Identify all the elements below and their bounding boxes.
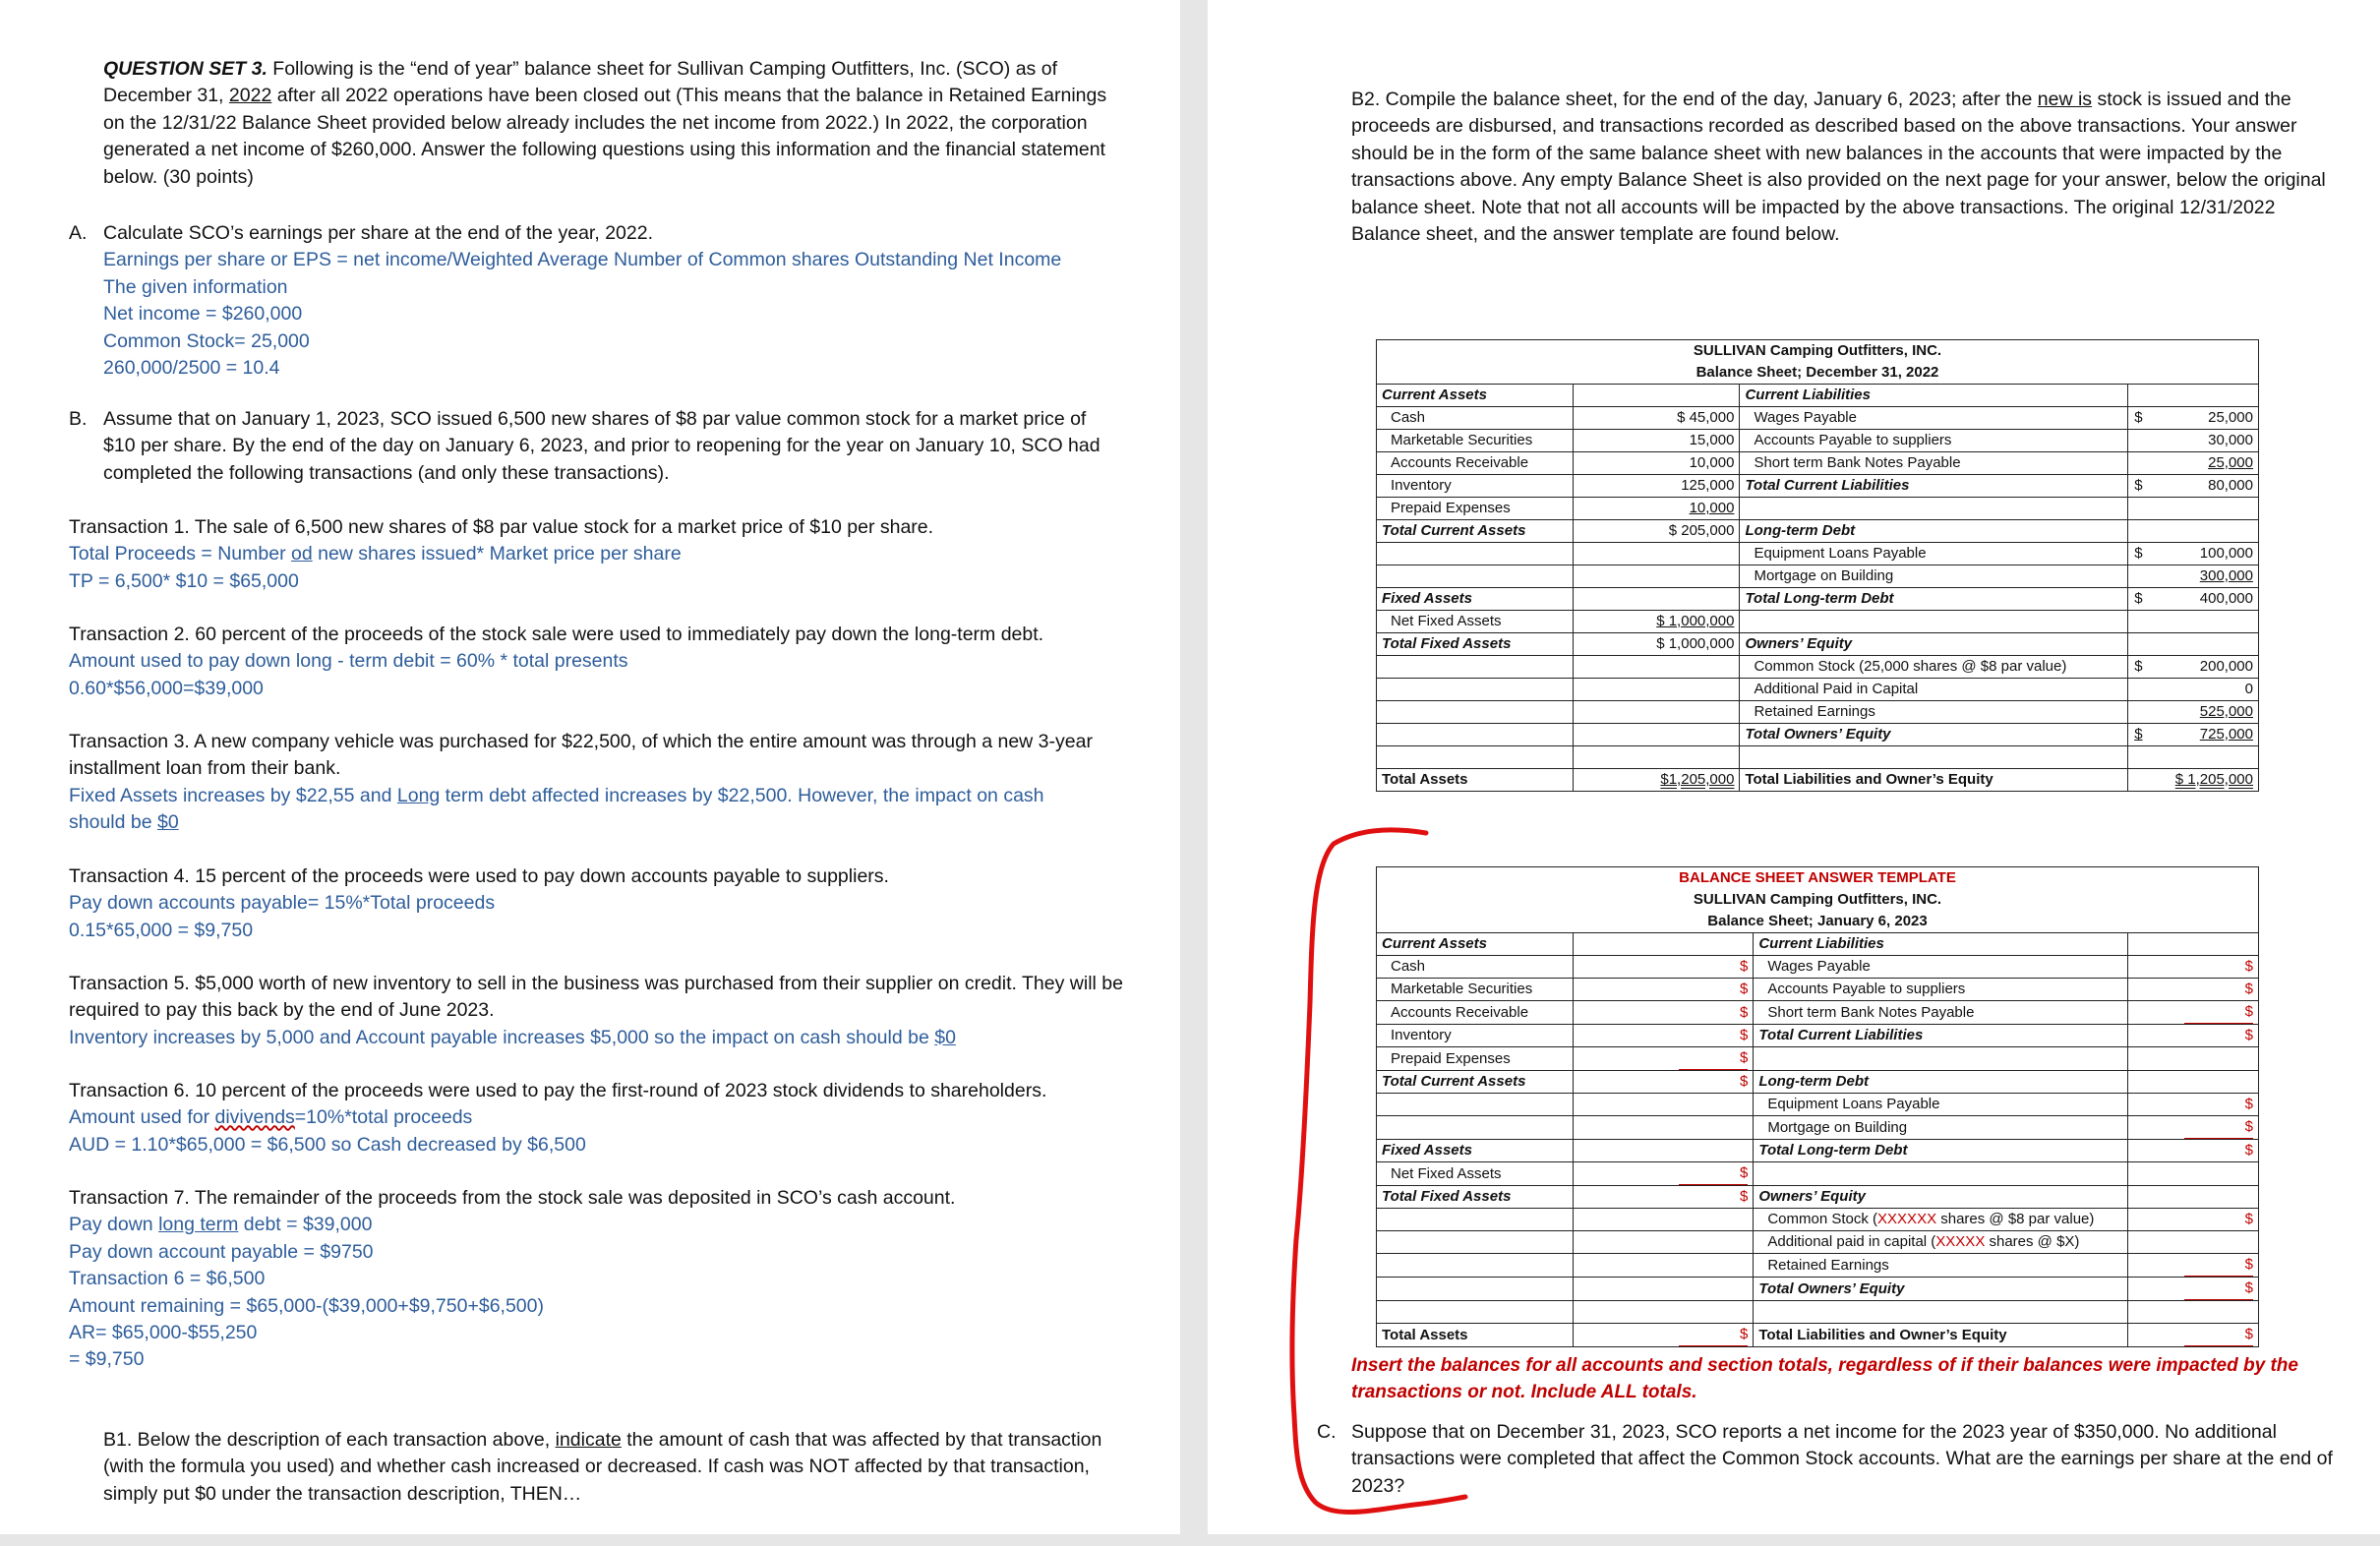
bs2-mortgage-label: Mortgage on Building: [1754, 1116, 2128, 1140]
bs2-tcl-label: Total Current Liabilities: [1754, 1025, 2128, 1047]
bs2-toe-input[interactable]: $: [2184, 1278, 2253, 1300]
transaction-1-answer: Total Proceeds = Number od new shares issued* Market price per share: [69, 543, 682, 565]
transaction-3-answer-2: should be $0: [69, 811, 179, 834]
transaction-6-answer-2: AUD = 1.10*$65,000 = $6,500 so Cash decreased by $6,500: [69, 1133, 586, 1156]
bs2-ltd-heading: Long-term Debt: [1754, 1071, 2128, 1094]
bs1-total-assets-value: $1,205,000: [1660, 771, 1735, 788]
transaction-7-answer-5: AR= $65,000-$55,250: [69, 1322, 258, 1344]
transaction-6-text: Transaction 6. 10 percent of the proceeds were used to pay the first-round of 2023 stock dividends to shareholders.: [69, 1080, 1047, 1101]
bs1-tle-value: $ 1,205,000: [2174, 771, 2253, 788]
bs1-inventory-label: Inventory: [1377, 475, 1574, 498]
bs2-tltd-label: Total Long-term Debt: [1754, 1140, 2128, 1162]
transaction-7-answer-3: Transaction 6 = $6,500: [69, 1268, 266, 1290]
bs1-wages-value: 25,000 $: [2128, 407, 2259, 430]
question-set-title: QUESTION SET 3.: [103, 58, 268, 80]
bs1-toe-value: 725,000 $: [2128, 724, 2259, 746]
balance-sheet-2022: [1376, 339, 2259, 792]
transaction-4-text: Transaction 4. 15 percent of the proceeds were used to pay down accounts payable to suppliers.: [69, 865, 889, 887]
bs1-ms-label: Marketable Securities: [1377, 430, 1574, 452]
transaction-7-answer-6: = $9,750: [69, 1348, 145, 1371]
bs1-elp-value: 100,000 $: [2128, 543, 2259, 565]
bs2-total-assets-input[interactable]: $: [1679, 1324, 1748, 1346]
bs1-subtitle: Balance Sheet; December 31, 2022: [1377, 362, 2259, 385]
transaction-2-text: Transaction 2. 60 percent of the proceeds of the stock sale were used to immediately pay down the long-term debt.: [69, 624, 1044, 645]
bs1-ar-value: 10,000: [1573, 452, 1740, 475]
bs1-tca-value: $ 205,000: [1573, 520, 1740, 543]
bs2-prepaid-input[interactable]: $: [1679, 1047, 1748, 1070]
transaction-1-answer-2: TP = 6,500* $10 = $65,000: [69, 569, 299, 592]
transaction-2: [69, 622, 1131, 702]
bs2-total-assets-label: Total Assets: [1377, 1324, 1574, 1347]
bs2-ap-input[interactable]: $: [2128, 979, 2259, 1001]
bs1-ar-label: Accounts Receivable: [1377, 452, 1574, 475]
bs1-ltd-heading: Long-term Debt: [1740, 520, 2128, 543]
bs2-subtitle: Balance Sheet; January 6, 2023: [1377, 911, 2259, 933]
transaction-3-answer: Fixed Assets increases by $22,55 and Long term debt affected increases by $22,500. However, the impact on cash: [69, 784, 1044, 806]
bs1-mortgage-value: 300,000: [2199, 567, 2253, 584]
bs2-stb-label: Short term Bank Notes Payable: [1754, 1001, 2128, 1025]
bs2-cash-label: Cash: [1377, 956, 1574, 979]
bs2-inventory-label: Inventory: [1377, 1025, 1574, 1047]
bs1-tltd-value: 400,000 $: [2128, 588, 2259, 611]
bs1-prepaid-value: 10,000: [1689, 500, 1735, 516]
bs2-template-title: BALANCE SHEET ANSWER TEMPLATE: [1377, 867, 2259, 890]
bs2-ar-label: Accounts Receivable: [1377, 1001, 1574, 1025]
bs1-ap-value: 30,000: [2128, 430, 2259, 452]
bs2-tcl-input[interactable]: $: [2128, 1025, 2259, 1047]
bs1-apic-value: 0: [2128, 679, 2259, 701]
transaction-7-answer-4: Amount remaining = $65,000-($39,000+$9,750+$6,500): [69, 1294, 544, 1317]
transaction-7-answer: Pay down long term debt = $39,000: [69, 1214, 373, 1236]
bs2-nfa-label: Net Fixed Assets: [1377, 1162, 1574, 1186]
bs2-tfa-input[interactable]: $: [1573, 1186, 1754, 1209]
bs2-re-input[interactable]: $: [2184, 1254, 2253, 1277]
answer-a-line: Net income = $260,000: [103, 303, 303, 326]
bs1-prepaid-label: Prepaid Expenses: [1377, 498, 1574, 520]
bs1-common-stock-label: Common Stock (25,000 shares @ $8 par value): [1740, 656, 2128, 679]
question-b2: B2. Compile the balance sheet, for the end of the day, January 6, 2023; after the new is stock is issued and the proceeds are disbursed, and transactions recorded as described based on the above transactions. Your answer should be in the form of the same balance sheet with new balances in the accounts that were impacted by the transactions above. Any empty Balance Sheet is also provided on the next page for your answer, below the original balance sheet. Note that not all accounts will be impacted by the above transactions. The original 12/31/2022 Balance sheet, and the answer template are found below.: [1351, 89, 2326, 246]
transaction-1-text: Transaction 1. The sale of 6,500 new shares of $8 par value stock for a market price of $10 per share.: [69, 516, 934, 538]
bs2-ms-label: Marketable Securities: [1377, 979, 1574, 1001]
bs1-cash-value: $ 45,000: [1573, 407, 1740, 430]
transaction-7-answer-2: Pay down account payable = $9750: [69, 1240, 374, 1263]
answer-a-line: Common Stock= 25,000: [103, 329, 310, 352]
bs1-ap-label: Accounts Payable to suppliers: [1740, 430, 2128, 452]
bs2-toe-label: Total Owners’ Equity: [1754, 1278, 2128, 1301]
bs2-common-stock-label: Common Stock (XXXXXX shares @ $8 par value): [1754, 1209, 2128, 1231]
transaction-6-answer: Amount used for divivends=10%*total proceeds: [69, 1106, 473, 1129]
transaction-5-text: Transaction 5. $5,000 worth of new inventory to sell in the business was purchased from their supplier on credit. They will be required to pay this back by the end of June 2023.: [69, 973, 1123, 1022]
bs1-cash-label: Cash: [1377, 407, 1574, 430]
question-b1: B1. Below the description of each transaction above, indicate the amount of cash that was affected by that transaction (with the formula you used) and whether cash increased or decreased. If cash was NOT affected by that transaction, simply put $0 under the transaction description, THEN…: [103, 1429, 1102, 1505]
bs2-wages-input[interactable]: $: [2128, 956, 2259, 979]
bs2-tltd-input[interactable]: $: [2128, 1140, 2259, 1162]
transaction-5: [69, 971, 1131, 1051]
bs1-inventory-value: 125,000: [1573, 475, 1740, 498]
bs1-nfa-label: Net Fixed Assets: [1377, 611, 1574, 633]
answer-a-line: Earnings per share or EPS = net income/Weighted Average Number of Common shares Outstanding Net Income: [103, 249, 1062, 271]
bs2-inventory-input[interactable]: $: [1573, 1025, 1754, 1047]
bs2-common-stock-input[interactable]: $: [2128, 1209, 2259, 1231]
bs1-fixed-assets-heading: Fixed Assets: [1377, 588, 1574, 611]
bs1-company: SULLIVAN Camping Outfitters, INC.: [1377, 340, 2259, 363]
bs1-tfa-label: Total Fixed Assets: [1377, 633, 1574, 656]
bs1-tltd-label: Total Long-term Debt: [1740, 588, 2128, 611]
bs1-re-label: Retained Earnings: [1740, 701, 2128, 724]
bs1-tfa-value: $ 1,000,000: [1573, 633, 1740, 656]
page-left: [0, 0, 1180, 1534]
transaction-4-answer-2: 0.15*65,000 = $9,750: [69, 919, 254, 941]
bs1-ms-value: 15,000: [1573, 430, 1740, 452]
intro-year: 2022: [228, 85, 272, 107]
transaction-7: [69, 1185, 1131, 1374]
answer-a-line: The given information: [103, 275, 288, 298]
bs2-tca-input[interactable]: $: [1573, 1071, 1754, 1094]
bs2-tle-label: Total Liabilities and Owner’s Equity: [1754, 1324, 2128, 1347]
intro-text-2: after all 2022 operations have been closed out (This means that the balance in Retained Earnings on the 12/31/22 Balance Sheet provided below already includes the net income from 2022.) In 2022, the corporation generated a net income of $260,000. Answer the following questions using this information and the financial statement below. (30 points): [103, 85, 1107, 188]
transaction-7-text: Transaction 7. The remainder of the proceeds from the stock sale was deposited in SCO’s cash account.: [69, 1187, 956, 1209]
transaction-3-text: Transaction 3. A new company vehicle was purchased for $22,500, of which the entire amount was through a new 3-year installment loan from their bank.: [69, 731, 1093, 780]
bs2-elp-input[interactable]: $: [2128, 1094, 2259, 1116]
transaction-2-answer-2: 0.60*$56,000=$39,000: [69, 677, 264, 699]
bs1-wages-label: Wages Payable: [1740, 407, 2128, 430]
bs2-cash-input[interactable]: $: [1573, 956, 1754, 979]
bs1-re-value: 525,000: [2199, 703, 2253, 720]
bs1-tcl-value: 80,000 $: [2128, 475, 2259, 498]
bs2-tle-input[interactable]: $: [2184, 1324, 2253, 1346]
bs2-elp-label: Equipment Loans Payable: [1754, 1094, 2128, 1116]
bs2-ar-input[interactable]: $: [1573, 1001, 1754, 1025]
bs1-toe-label: Total Owners’ Equity: [1740, 724, 2128, 746]
bs1-total-assets-label: Total Assets: [1377, 769, 1574, 792]
bs1-apic-label: Additional Paid in Capital: [1740, 679, 2128, 701]
bs2-current-liabilities-heading: Current Liabilities: [1754, 933, 2128, 956]
bs2-company: SULLIVAN Camping Outfitters, INC.: [1377, 889, 2259, 911]
transaction-4-answer: Pay down accounts payable= 15%*Total proceeds: [69, 892, 496, 915]
bs1-common-stock-value: 200,000 $: [2128, 656, 2259, 679]
question-a: [103, 220, 1116, 382]
bs2-fixed-assets-heading: Fixed Assets: [1377, 1140, 1574, 1162]
bs2-mortgage-input[interactable]: $: [2184, 1116, 2253, 1139]
question-b-label: B.: [69, 408, 88, 430]
bs2-tfa-label: Total Fixed Assets: [1377, 1186, 1574, 1209]
bs2-owners-equity-heading: Owners’ Equity: [1754, 1186, 2128, 1209]
question-b-text: Assume that on January 1, 2023, SCO issued 6,500 new shares of $8 par value common stock for a market price of $10 per share. By the end of the day on January 6, 2023, and prior to reopening for the year on January 10, SCO had completed the following transactions (and only these transactions).: [103, 408, 1101, 484]
answer-a-line: 260,000/2500 = 10.4: [103, 357, 280, 380]
transaction-5-answer: Inventory increases by 5,000 and Account payable increases $5,000 so the impact on cash should be $0: [69, 1026, 956, 1048]
question-a-text: Calculate SCO’s earnings per share at the end of the year, 2022.: [103, 222, 653, 244]
transaction-6: [69, 1078, 1131, 1159]
intro-paragraph: [103, 56, 1116, 191]
bs2-prepaid-label: Prepaid Expenses: [1377, 1047, 1574, 1071]
transaction-2-answer: Amount used to pay down long - term debit = 60% * total presents: [69, 650, 628, 673]
bs2-nfa-input[interactable]: $: [1679, 1162, 1748, 1185]
bs1-mortgage-label: Mortgage on Building: [1740, 565, 2128, 588]
bs1-owners-equity-heading: Owners’ Equity: [1740, 633, 2128, 656]
bs2-current-assets-heading: Current Assets: [1377, 933, 1574, 956]
transaction-4: [69, 863, 1131, 944]
bs1-tca-label: Total Current Assets: [1377, 520, 1574, 543]
transaction-1: [69, 514, 1131, 595]
question-c-label: C.: [1317, 1421, 1337, 1443]
bs1-elp-label: Equipment Loans Payable: [1740, 543, 2128, 565]
bs2-re-label: Retained Earnings: [1754, 1254, 2128, 1278]
bs1-current-assets-heading: Current Assets: [1377, 385, 1574, 407]
transaction-3: [69, 729, 1131, 837]
bs1-current-liabilities-heading: Current Liabilities: [1740, 385, 2128, 407]
question-c-text: Suppose that on December 31, 2023, SCO reports a net income for the 2023 year of $350,000. No additional transactions were completed that affect the Common Stock accounts. What are the earnings per share at the end of 2023?: [1351, 1421, 2333, 1497]
bs2-stb-input[interactable]: $: [2184, 1001, 2253, 1024]
bs2-wages-label: Wages Payable: [1754, 956, 2128, 979]
intro-text: Following is the “end of year” balance sheet for Sullivan Camping Outfitters, Inc. (SCO) as of December 31,: [103, 58, 1057, 107]
bs1-tle-label: Total Liabilities and Owner’s Equity: [1740, 769, 2128, 792]
insert-balances-note: Insert the balances for all accounts and section totals, regardless of if their balances were impacted by the transactions or not. Include ALL totals.: [1351, 1355, 2298, 1403]
bs1-tcl-label: Total Current Liabilities: [1740, 475, 2128, 498]
bs2-tca-label: Total Current Assets: [1377, 1071, 1574, 1094]
bs1-stb-value: 25,000: [2208, 454, 2253, 471]
question-a-label: A.: [69, 222, 88, 244]
bs1-stb-label: Short term Bank Notes Payable: [1740, 452, 2128, 475]
page-right: [1208, 0, 2380, 1534]
bs2-ap-label: Accounts Payable to suppliers: [1754, 979, 2128, 1001]
bs1-nfa-value: $ 1,000,000: [1656, 613, 1735, 629]
balance-sheet-answer-template: [1376, 866, 2259, 1347]
bs2-apic-label: Additional paid in capital (XXXXX shares @ $X): [1754, 1231, 2128, 1254]
bs2-ms-input[interactable]: $: [1573, 979, 1754, 1001]
